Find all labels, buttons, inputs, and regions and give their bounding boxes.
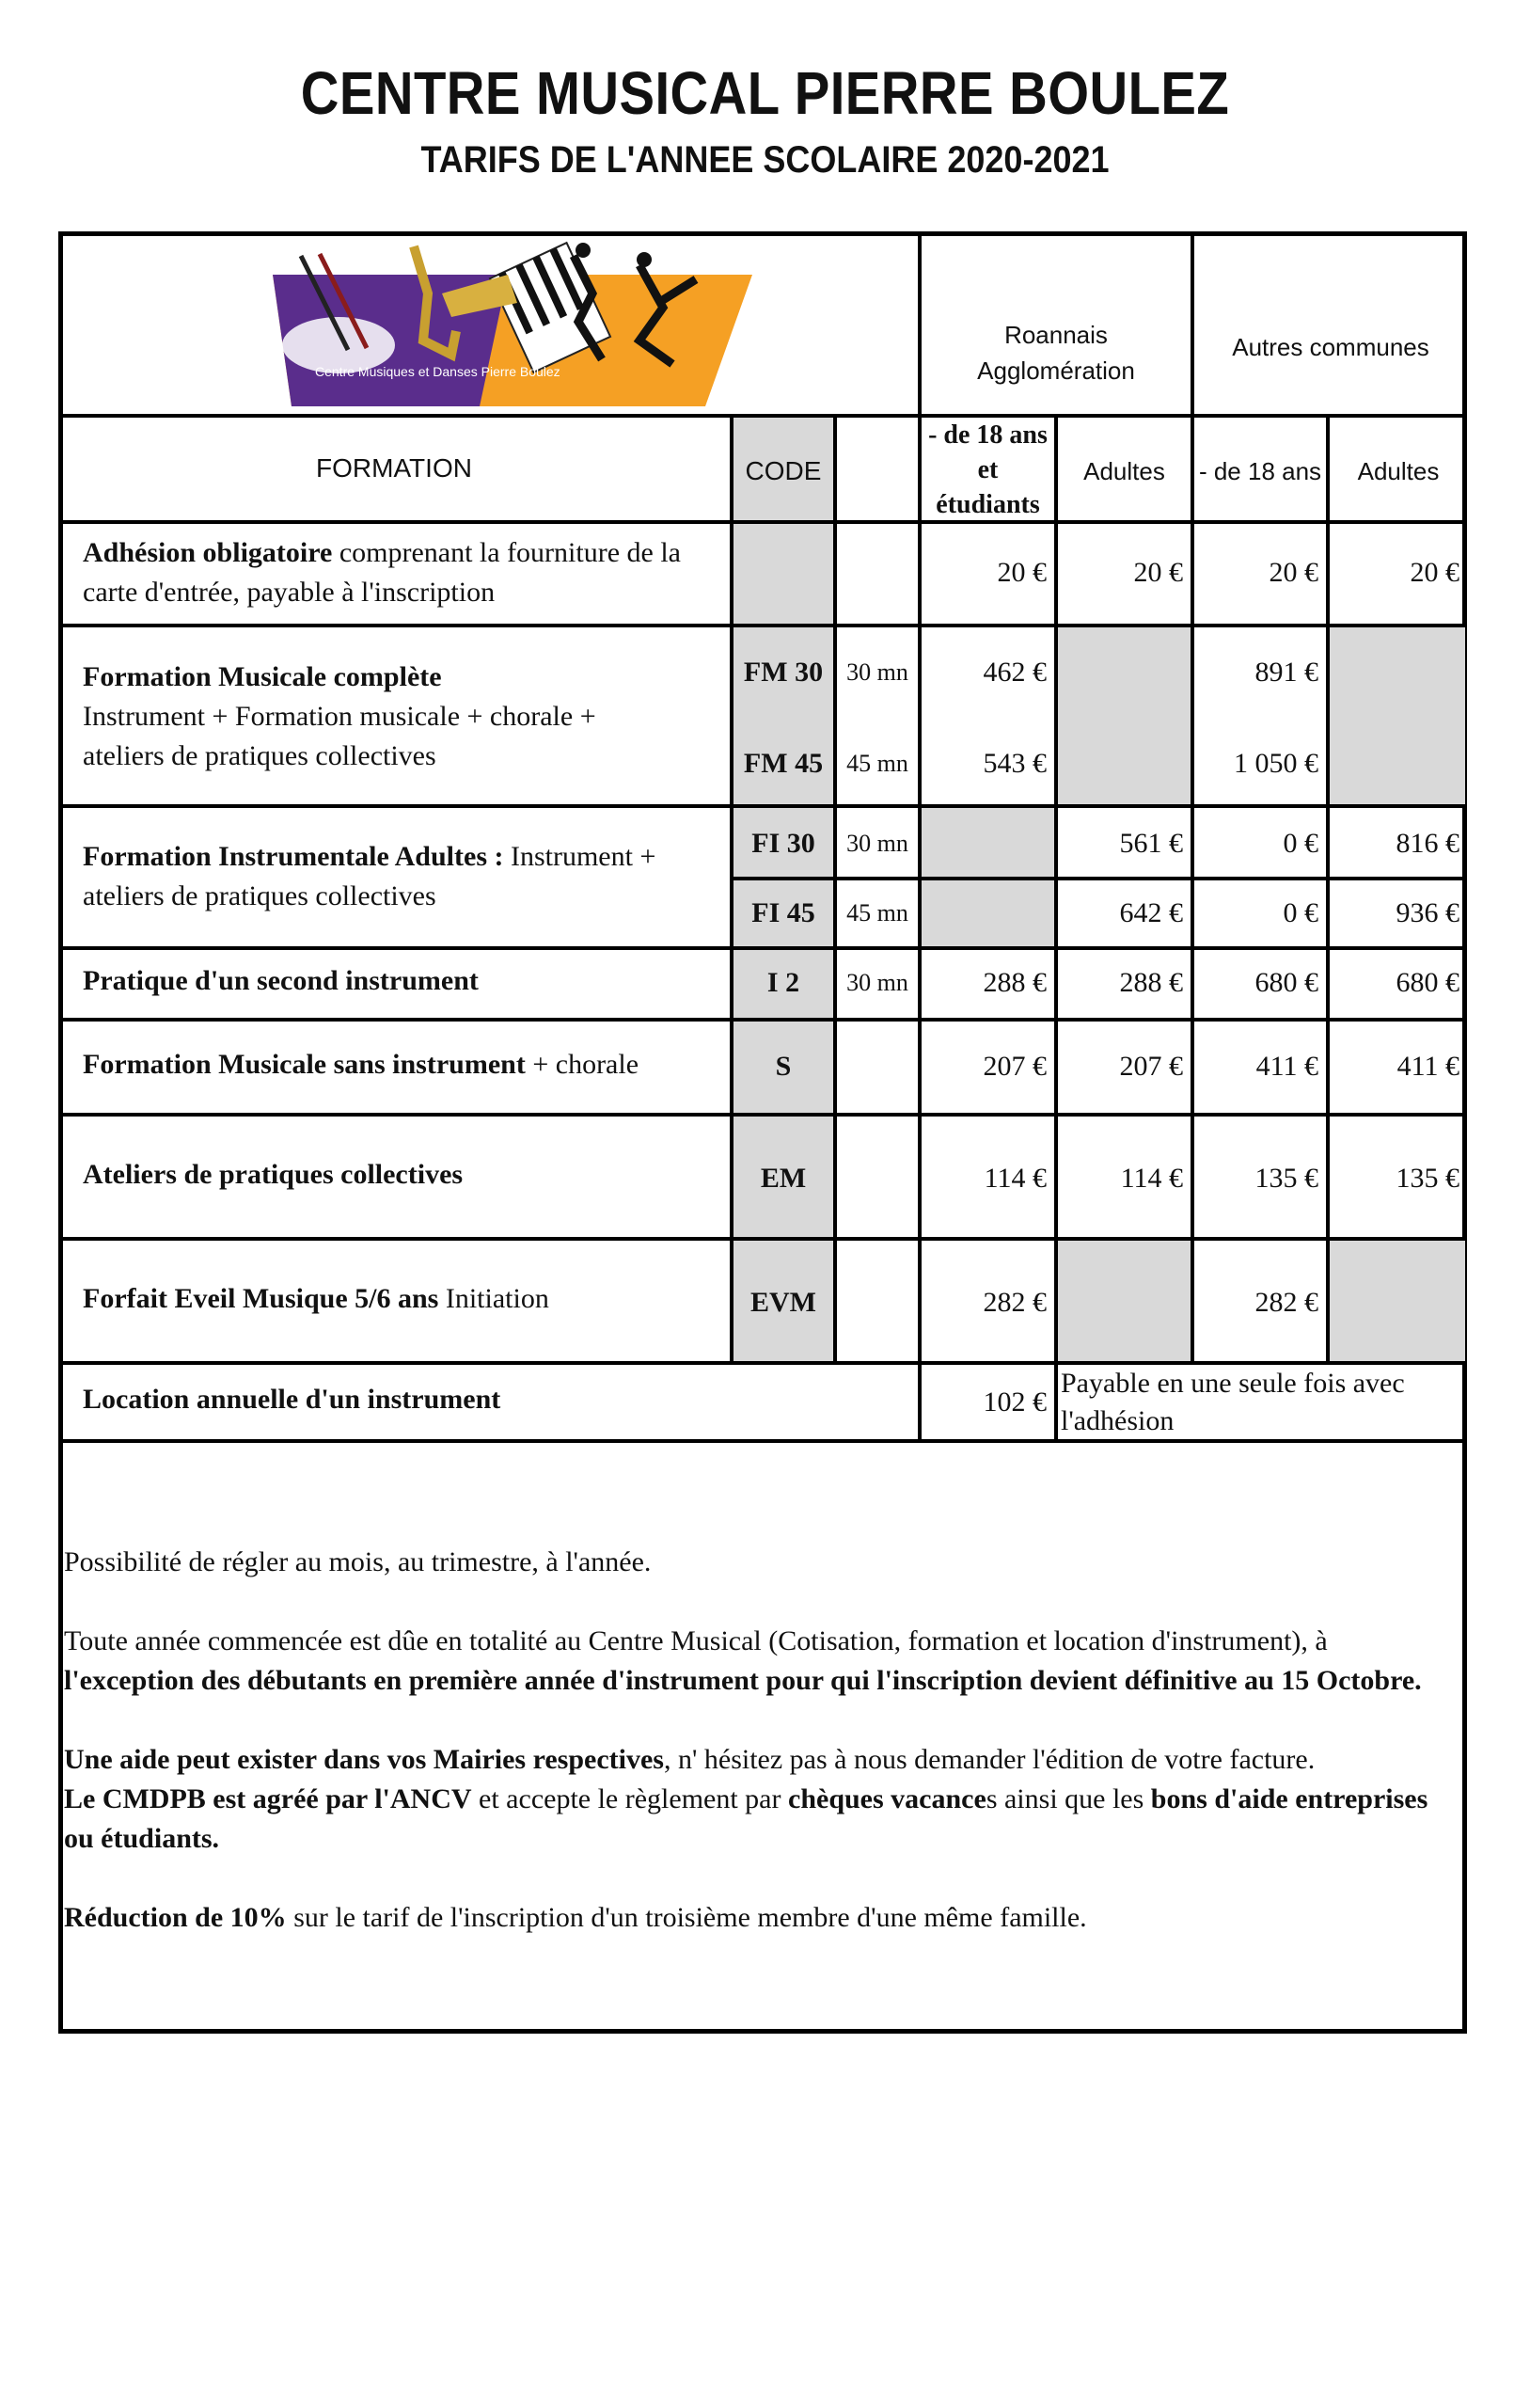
adhesion-label-rest: comprenant la fourniture de la carte d'entrée, payable à l'inscription [83, 537, 681, 608]
fm-label-bold: Formation Musicale complète [83, 661, 442, 692]
em-price-adults-other: 135 € [1396, 1163, 1459, 1194]
evm-label [83, 1279, 722, 1322]
shade-fm-adults-other [1330, 626, 1465, 807]
note-ancv-bold1: Le CMDPB est agréé par l'ANCV [64, 1783, 472, 1814]
group-roannais [922, 310, 1191, 395]
fm30-code: FM 30 [743, 657, 824, 688]
location-note: Payable en une seule fois avec l'adhésion [1061, 1368, 1405, 1436]
col-minor-line2: et [977, 454, 999, 484]
note-reduction [64, 1898, 1446, 1938]
group-autres: Autres communes [1232, 333, 1429, 361]
rule [58, 1018, 1467, 1022]
rule [58, 946, 1467, 950]
location-label: Location annuelle d'un instrument [83, 1384, 501, 1415]
fi30-code: FI 30 [751, 828, 815, 859]
col-code: CODE [745, 456, 822, 485]
em-code: EM [760, 1163, 807, 1194]
shade-fm-adults [1058, 626, 1194, 807]
note-ancv [64, 1780, 1446, 1859]
fm45-code: FM 45 [743, 748, 824, 779]
evm-price-minor: 282 € [983, 1287, 1047, 1318]
shade-fi45-minor [922, 879, 1058, 948]
em-price-minor-other: 135 € [1254, 1163, 1318, 1194]
col-minor-other: - de 18 ans [1198, 457, 1322, 485]
evm-label-rest: Initiation [438, 1283, 549, 1314]
note-aid [64, 1740, 1446, 1780]
em-label: Ateliers de pratiques collectives [83, 1159, 464, 1190]
evm-label-bold: Forfait Eveil Musique 5/6 ans [83, 1283, 439, 1314]
s-price-minor: 207 € [983, 1051, 1047, 1082]
col-minor-line3: étudiants [936, 489, 1040, 519]
page-title: CENTRE MUSICAL PIERRE BOULEZ [300, 59, 1230, 127]
note-commitment [64, 1622, 1446, 1701]
adhesion-price-minor: 20 € [997, 557, 1047, 588]
note-ancv-mid1: et accepte le règlement par [471, 1783, 788, 1814]
i2-price-adults: 288 € [1119, 967, 1183, 998]
note-payment: Possibilité de régler au mois, au trimestre, à l'année. [64, 1546, 652, 1577]
note-commitment-normal: Toute année commencée est dûe en totalité au Centre Musical (Cotisation, formation et location d'instrument), à [64, 1625, 1328, 1656]
fi-label-rest: Instrument + ateliers de pratiques collectives [83, 841, 656, 911]
note-reduction-bold: Réduction de 10% [64, 1902, 287, 1933]
col-adults-other: Adultes [1357, 457, 1440, 485]
fm45-price-minor-other: 1 050 € [1234, 748, 1318, 779]
s-price-adults-other: 411 € [1396, 1051, 1459, 1082]
fm45-duration: 45 mn [846, 750, 908, 777]
fm30-price-minor-other: 891 € [1254, 657, 1318, 688]
fm-label-line2: Instrument + Formation musicale + chorale + [83, 701, 596, 732]
i2-price-minor-other: 680 € [1254, 967, 1318, 998]
em-price-minor: 114 € [984, 1163, 1047, 1194]
s-label-bold: Formation Musicale sans instrument [83, 1049, 526, 1080]
evm-code: EVM [750, 1287, 816, 1318]
s-code: S [775, 1051, 792, 1082]
rule [58, 520, 1467, 524]
note-ancv-bold2: chèques vacance [788, 1783, 986, 1814]
rule [730, 877, 1467, 880]
fi30-price-minor-other: 0 € [1283, 828, 1318, 859]
fi30-duration: 30 mn [846, 830, 908, 857]
s-price-minor-other: 411 € [1255, 1051, 1318, 1082]
rule [58, 804, 1467, 808]
fm45-price-minor: 543 € [983, 748, 1047, 779]
s-label [83, 1045, 722, 1087]
i2-label: Pratique d'un second instrument [83, 965, 479, 996]
fi30-price-adults: 561 € [1119, 828, 1183, 859]
col-formation: FORMATION [316, 453, 472, 483]
i2-price-adults-other: 680 € [1396, 967, 1459, 998]
fi45-price-adults: 642 € [1119, 897, 1183, 928]
note-ancv-mid2: s ainsi que les [986, 1783, 1151, 1814]
evm-price-minor-other: 282 € [1254, 1287, 1318, 1318]
adhesion-price-adults: 20 € [1133, 557, 1183, 588]
fi-label-bold: Formation Instrumentale Adultes : [83, 841, 504, 872]
shade-fi30-minor [922, 807, 1058, 879]
location-price: 102 € [983, 1386, 1047, 1418]
note-ancv-bold3: bons d'aide entreprises ou étudiants. [64, 1783, 1428, 1854]
fi30-price-adults-other: 816 € [1396, 828, 1459, 859]
rule [918, 231, 922, 1441]
note-aid-rest: , n' hésitez pas à nous demander l'édition de votre facture. [663, 1744, 1316, 1775]
shade-evm-adults [1058, 1240, 1194, 1365]
fi45-price-minor-other: 0 € [1283, 897, 1318, 928]
fm30-price-minor: 462 € [983, 657, 1047, 688]
s-label-rest: + chorale [525, 1049, 639, 1080]
note-commitment-bold: l'exception des débutants en première année d'instrument pour qui l'inscription devient définitive au 15 Octobre. [64, 1665, 1422, 1696]
col-minor-line1: - de 18 ans [928, 420, 1048, 450]
i2-code: I 2 [766, 967, 800, 998]
shade-evm-adults-other [1330, 1240, 1465, 1365]
fm-label-line3: ateliers de pratiques collectives [83, 740, 436, 771]
col-minor [922, 418, 1054, 521]
s-price-adults: 207 € [1119, 1051, 1183, 1082]
logo-caption: Centre Musiques et Danses Pierre Boulez [315, 364, 560, 379]
rule [58, 414, 1467, 418]
col-adults: Adultes [1083, 457, 1165, 485]
page-subtitle: TARIFS DE L'ANNEE SCOLAIRE 2020-2021 [420, 139, 1110, 181]
fm-label [83, 657, 722, 780]
rule [58, 624, 1467, 627]
fi45-duration: 45 mn [846, 899, 908, 927]
rule [58, 1237, 1467, 1241]
group-roannais-line1: Roannais [1004, 321, 1108, 349]
i2-price-minor: 288 € [983, 967, 1047, 998]
adhesion-price-adults-other: 20 € [1410, 557, 1459, 588]
group-roannais-line2: Agglomération [977, 356, 1135, 385]
fi45-code: FI 45 [751, 897, 815, 928]
adhesion-label-bold: Adhésion obligatoire [83, 537, 333, 568]
fm30-duration: 30 mn [846, 658, 908, 686]
adhesion-price-minor-other: 20 € [1269, 557, 1318, 588]
note-reduction-rest: sur le tarif de l'inscription d'un troisième membre d'une même famille. [286, 1902, 1087, 1933]
note-aid-bold: Une aide peut exister dans vos Mairies respectives [64, 1744, 664, 1775]
adhesion-label [83, 533, 722, 618]
i2-duration: 30 mn [846, 969, 908, 996]
fi-label [83, 837, 722, 922]
em-price-adults: 114 € [1120, 1163, 1183, 1194]
rule [58, 1113, 1467, 1117]
fi45-price-adults-other: 936 € [1396, 897, 1459, 928]
